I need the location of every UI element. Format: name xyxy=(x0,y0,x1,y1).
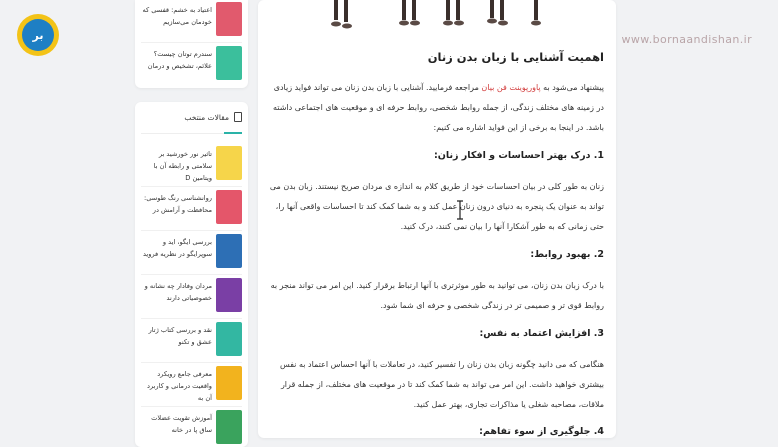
article-title[interactable]: اعتیاد به خشم: قفسی که خودمان می‌سازیم xyxy=(142,6,212,26)
list-item[interactable] xyxy=(135,364,248,404)
list-item[interactable] xyxy=(135,276,248,316)
article-image xyxy=(330,0,545,30)
intro-text: پیشنهاد می‌شود به xyxy=(543,83,604,92)
paragraph: با درک زبان بدن زنان، می توانید به طور موثرتری با آنها ارتباط برقرار کنید. این امر می تواند منجر به روابط قوی تر و صمیمی تر در زندگی شخصی و حرفه ای شما شود. xyxy=(270,281,604,310)
list-item[interactable] xyxy=(135,44,248,84)
section-heading: اهمیت آشنایی با زبان بدن زنان xyxy=(427,50,604,64)
widget-header xyxy=(184,112,242,122)
list-item[interactable] xyxy=(135,232,248,272)
paragraph: هنگامی که می دانید چگونه زبان بدن زنان را تفسیر کنید، در تعاملات با آنها احساس اعتماد به نفس بیشتری خواهید داشت. این امر می تواند به شما کمک کند تا در موقعیت های مختلف، از جمله قرار ملاقات، مصاحبه شغلی یا مذاکرات تجاری، بهتر عمل کنید. xyxy=(279,360,604,409)
article-thumbnail[interactable] xyxy=(216,146,242,180)
article-title[interactable]: نقد و بررسی کتاب ژتار عشق و تکنو xyxy=(148,326,212,346)
watermark: www.bornaandishan.ir xyxy=(621,33,752,46)
divider xyxy=(141,42,242,43)
divider xyxy=(141,406,242,407)
article-thumbnail[interactable] xyxy=(216,366,242,400)
divider xyxy=(141,230,242,231)
divider xyxy=(141,362,242,363)
paragraph: زنان به طور کلی در بیان احساسات خود از طریق کلام به اندازه ی مردان صریح نیستند. زبان بدن می تواند به عنوان یک پنجره به دنیای درون زنان عمل کند و به شما کمک کند تا احساسات واقعی آنها را، حتی زمانی که به طور آشکارا آنها را بیان نمی کنند، درک کنید. xyxy=(269,182,604,231)
subsection-heading: 3. افزایش اعتماد به نفس: xyxy=(479,328,604,339)
article-thumbnail[interactable] xyxy=(216,46,242,80)
list-item[interactable] xyxy=(135,408,248,447)
subsection-heading: 4. جلوگیری از سوء تفاهم: xyxy=(479,426,604,437)
subsection-heading: 2. بهبود روابط: xyxy=(530,249,604,260)
intro-text: مراجعه فرمایید. آشنایی با زبان بدن زنان می تواند فواید زیادی در زمینه های مختلف زندگی، از جمله روابط شخصی، روابط حرفه ای و موقعیت های اجتماعی داشته باشد. در اینجا به برخی از این فواید اشاره می کنیم: xyxy=(272,83,604,132)
featured-articles-widget xyxy=(135,102,248,447)
widget-title: مقالات منتخب xyxy=(184,112,229,122)
sidebar-top-card xyxy=(135,0,248,88)
list-item[interactable] xyxy=(135,0,248,40)
article-title[interactable]: تاثیر نور خورشید بر سلامتی و رابطه آن با ویتامین D xyxy=(153,150,212,182)
list-item[interactable] xyxy=(135,144,248,184)
intro-paragraph xyxy=(268,78,604,138)
divider xyxy=(141,318,242,319)
article-title[interactable]: مردان وفادار چه نشانه و خصوصیاتی دارند xyxy=(144,282,212,302)
article-thumbnail[interactable] xyxy=(216,2,242,36)
article-thumbnail[interactable] xyxy=(216,322,242,356)
text-cursor-icon xyxy=(456,200,464,220)
article-title[interactable]: بررسی ایگو، اید و سوپرایگو در نظریه فروید xyxy=(142,238,212,258)
list-item[interactable] xyxy=(135,320,248,360)
title-underline xyxy=(224,132,242,134)
article-thumbnail[interactable] xyxy=(216,234,242,268)
article-thumbnail[interactable] xyxy=(216,410,242,444)
article-title[interactable]: آموزش تقویت عضلات ساق پا در خانه xyxy=(151,414,212,434)
list-item[interactable] xyxy=(135,188,248,228)
subsection-heading: 1. درک بهتر احساسات و افکار زنان: xyxy=(433,150,604,161)
divider xyxy=(141,274,242,275)
article-content xyxy=(258,0,616,438)
powerpoint-link[interactable]: پاورپوینت فن بیان xyxy=(481,83,541,92)
article-thumbnail[interactable] xyxy=(216,190,242,224)
article-title[interactable]: سندرم توتان چیست؟ علائم، تشخیص و درمان xyxy=(147,50,212,70)
site-logo[interactable] xyxy=(17,14,59,56)
article-title[interactable]: معرفی جامع رویکرد واقعیت درمانی و کاربرد آن به xyxy=(146,370,212,402)
document-icon xyxy=(234,112,242,122)
logo-mark: بر xyxy=(22,19,54,51)
article-thumbnail[interactable] xyxy=(216,278,242,312)
divider xyxy=(141,186,242,187)
article-title[interactable]: روانشناسی رنگ طوسی: محافظت و آرامش در xyxy=(144,194,212,214)
